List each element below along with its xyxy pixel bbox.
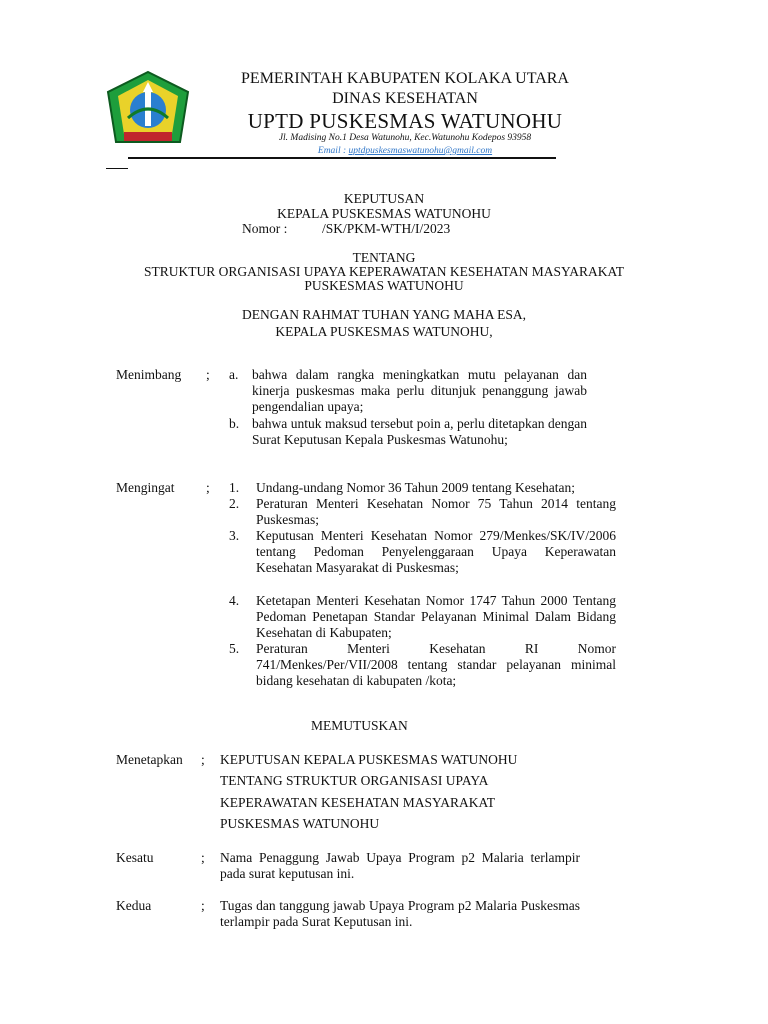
kedua-separator: ; [201, 898, 205, 913]
doc-subject-line1: STRUKTUR ORGANISASI UPAYA KEPERAWATAN KESEHATAN MASYARAKAT [144, 264, 624, 279]
email-label: Email : [317, 146, 349, 156]
doc-blessing-line2: KEPALA PUSKESMAS WATUNOHU, [275, 324, 493, 339]
email-link[interactable]: uptdpuskesmaswatunohu@gmail.com [348, 146, 493, 156]
header-email [200, 146, 610, 156]
kesatu-text: Nama Penaggung Jawab Upaya Program p2 Malaria terlampir pada surat keputusan ini. [220, 850, 580, 881]
menimbang-marker-b: b. [229, 416, 240, 431]
mengingat-marker-1: 1. [229, 480, 240, 495]
mengingat-separator: ; [206, 480, 210, 495]
menetapkan-line-1: KEPUTUSAN KEPALA PUSKESMAS WATUNOHU [220, 752, 518, 767]
mengingat-marker-5: 5. [229, 641, 240, 656]
menetapkan-label: Menetapkan [116, 752, 183, 767]
mengingat-marker-3: 3. [229, 528, 240, 543]
menetapkan-line-3: KEPERAWATAN KESEHATAN MASYARAKAT [220, 795, 496, 810]
header-divider [128, 157, 556, 159]
mengingat-label: Mengingat [116, 480, 175, 495]
header-divider-short [106, 168, 128, 169]
doc-number [242, 221, 450, 237]
menimbang-item-b: bahwa untuk maksud tersebut poin a, perlu ditetapkan dengan Surat Keputusan Kepala Puskesmas Watunohu; [252, 416, 587, 447]
kedua-label: Kedua [116, 898, 152, 913]
kesatu-label: Kesatu [116, 850, 154, 865]
mengingat-item-2: Peraturan Menteri Kesehatan Nomor 75 Tahun 2014 tentang Puskesmas; [256, 496, 616, 527]
header-institution: UPTD PUSKESMAS WATUNOHU [247, 109, 563, 133]
doc-issuer: KEPALA PUSKESMAS WATUNOHU [277, 206, 491, 221]
menetapkan-separator: ; [201, 752, 205, 767]
header-address: Jl. Madising No.1 Desa Watunohu, Kec.Watunohu Kodepos 93958 [278, 133, 532, 143]
doc-subject-line2: PUSKESMAS WATUNOHU [304, 278, 464, 293]
menetapkan-line-2: TENTANG STRUKTUR ORGANISASI UPAYA [220, 773, 489, 788]
menimbang-marker-a: a. [229, 367, 239, 382]
doc-title: KEPUTUSAN [343, 191, 425, 206]
menimbang-separator: ; [206, 367, 210, 382]
doc-about: TENTANG [352, 250, 416, 265]
header-department: DINAS KESEHATAN [332, 90, 478, 107]
doc-blessing-line1: DENGAN RAHMAT TUHAN YANG MAHA ESA, [241, 307, 526, 322]
menimbang-item-a: bahwa dalam rangka meningkatkan mutu pelayanan dan kinerja puskesmas maka perlu ditunjuk penanggung jawab pengendalian upaya; [252, 367, 587, 414]
mengingat-marker-4: 4. [229, 593, 240, 608]
logo-emblem-icon [106, 70, 190, 150]
kesatu-separator: ; [201, 850, 205, 865]
header-government: PEMERINTAH KABUPATEN KOLAKA UTARA [241, 70, 569, 87]
menetapkan-line-4: PUSKESMAS WATUNOHU [220, 816, 380, 831]
doc-number-label: Nomor : [242, 221, 288, 236]
doc-number-value: /SK/PKM-WTH/I/2023 [322, 221, 451, 236]
menimbang-label: Menimbang [116, 367, 182, 382]
kedua-text: Tugas dan tanggung jawab Upaya Program p2 Malaria Puskesmas terlampir pada Surat Keputusan ini. [220, 898, 580, 929]
mengingat-item-3: Keputusan Menteri Kesehatan Nomor 279/Menkes/SK/IV/2006 tentang Pedoman Penyelenggaraan Upaya Keperawatan Kesehatan Masyarakat di Puskesmas; [256, 528, 616, 575]
mengingat-item-1: Undang-undang Nomor 36 Tahun 2009 tentang Kesehatan; [256, 480, 575, 495]
mengingat-item-4: Ketetapan Menteri Kesehatan Nomor 1747 Tahun 2000 Tentang Pedoman Penetapan Standar Pelayanan Minimal Dalam Bidang Kesehatan di Kabupaten; [256, 593, 616, 640]
mengingat-marker-2: 2. [229, 496, 240, 511]
mengingat-item-5: Peraturan Menteri Kesehatan RI Nomor 741/Menkes/Per/VII/2008 tentang standar pelayanan minimal bidang kesehatan di kabupaten /kota; [256, 641, 616, 688]
decision-heading: MEMUTUSKAN [311, 718, 408, 733]
